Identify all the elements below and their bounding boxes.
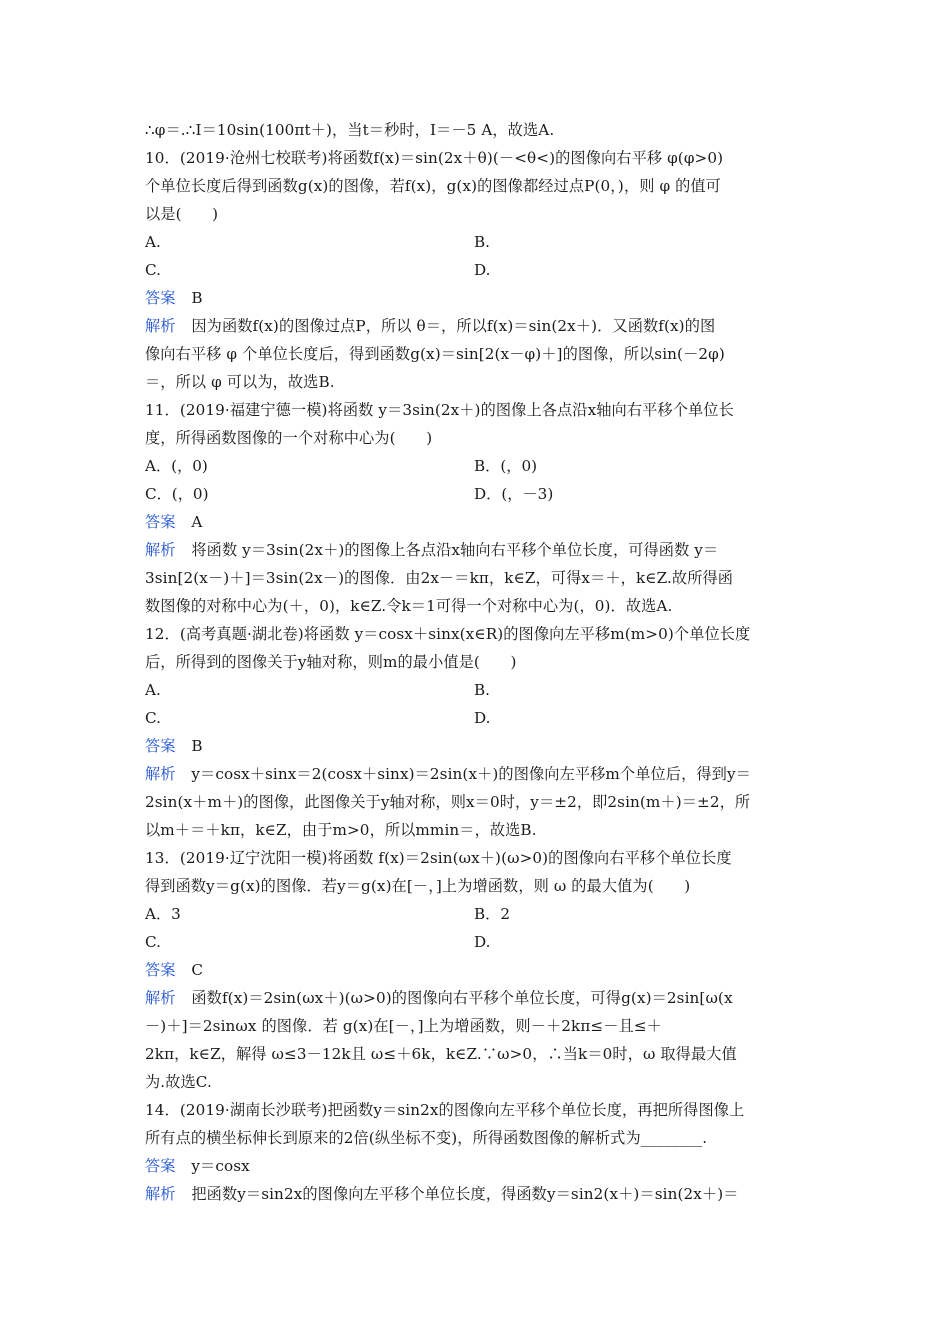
option-line: A．3 — [145, 905, 181, 923]
option-line: D. — [474, 261, 491, 279]
question-13-line: 13．(2019·辽宁沈阳一模)将函数 f(x)＝2sin(ωx＋)(ω>0)的图像向右平移个单位长度 — [145, 849, 732, 867]
text-line: 度，所得函数图像的一个对称中心为( ) — [145, 429, 433, 447]
option-line: B．2 — [474, 905, 511, 923]
option-line: C. — [145, 709, 161, 727]
text-line: 2kπ，k∈Z，解得 ω≤3－12k且 ω≤＋6k，k∈Z.∵ω>0，∴当k＝0时，ω 取得最大值 — [145, 1045, 737, 1063]
analysis-line: 解析 将函数 y＝3sin(2x＋)的图像上各点沿x轴向右平移个单位长度，可得函数 y＝ — [145, 541, 719, 559]
analysis-line: 解析 y＝cosx＋sinx＝2(cosx＋sinx)＝2sin(x＋)的图像向左平移m个单位后，得到y＝ — [145, 765, 751, 783]
text-line: 得到函数y＝g(x)的图像．若y＝g(x)在[－，]上为增函数，则 ω 的最大值为( ) — [145, 877, 691, 895]
text-line: 为.故选C. — [145, 1073, 212, 1091]
option-line: A. — [145, 233, 161, 251]
option-line: A. — [145, 681, 161, 699]
answer-line: 答案 B — [145, 737, 203, 755]
analysis-line: 解析 把函数y＝sin2x的图像向左平移个单位长度，得函数y＝sin2(x＋)＝sin(2x＋)＝ — [145, 1185, 739, 1203]
analysis-line: 解析 函数f(x)＝2sin(ωx＋)(ω>0)的图像向右平移个单位长度，可得g(x)＝2sin[ω(x — [145, 989, 733, 1007]
option-line: B. — [474, 233, 490, 251]
text-line: 2sin(x＋m＋)的图像，此图像关于y轴对称，则x＝0时，y＝±2，即2sin(m＋)＝±2，所 — [145, 793, 751, 811]
text-line: ∴φ＝.∴I＝10sin(100πt＋)，当t＝秒时，I＝－5 A，故选A. — [145, 121, 555, 139]
text-line: 所有点的横坐标伸长到原来的2倍(纵坐标不变)，所得函数图像的解析式为________. — [145, 1129, 708, 1147]
text-line: 以是( ) — [145, 205, 219, 223]
option-line: D．(，－3) — [474, 485, 554, 503]
answer-line: 答案 y＝cosx — [145, 1157, 250, 1175]
option-line: C. — [145, 261, 161, 279]
text-line: －)＋]＝2sinωx 的图像．若 g(x)在[－，]上为增函数，则－＋2kπ≤－且≤＋ — [145, 1017, 662, 1035]
question-14-line: 14．(2019·湖南长沙联考)把函数y＝sin2x的图像向左平移个单位长度，再把所得图像上 — [145, 1101, 745, 1119]
analysis-line: 解析 因为函数f(x)的图像过点P，所以 θ＝，所以f(x)＝sin(2x＋)．又函数f(x)的图 — [145, 317, 716, 335]
text-line: 以m＋＝＋kπ，k∈Z，由于m>0，所以mmin＝，故选B. — [145, 821, 537, 839]
option-line: C．(，0) — [145, 485, 209, 503]
option-line: B．(，0) — [474, 457, 538, 475]
text-line: 个单位长度后得到函数g(x)的图像，若f(x)，g(x)的图像都经过点P(0，)，则 φ 的值可 — [145, 177, 721, 195]
option-line: A．(，0) — [145, 457, 208, 475]
text-line: 数图像的对称中心为(＋，0)，k∈Z.令k＝1可得一个对称中心为(，0)．故选A. — [145, 597, 673, 615]
answer-line: 答案 B — [145, 289, 203, 307]
text-line: 像向右平移 φ 个单位长度后，得到函数g(x)＝sin[2(x－φ)＋]的图像，所以sin(－2φ) — [145, 345, 725, 363]
question-12-line: 12．(高考真题·湖北卷)将函数 y＝cosx＋sinx(x∈R)的图像向左平移m(m>0)个单位长度 — [145, 625, 751, 643]
question-11-line: 11．(2019·福建宁德一模)将函数 y＝3sin(2x＋)的图像上各点沿x轴向右平移个单位长 — [145, 401, 734, 419]
text-line: 3sin[2(x－)＋]＝3sin(2x－)的图像．由2x－＝kπ，k∈Z，可得x＝＋，k∈Z.故所得函 — [145, 569, 734, 587]
text-line: ＝，所以 φ 可以为，故选B. — [145, 373, 335, 391]
option-line: C. — [145, 933, 161, 951]
text-line: 后，所得到的图像关于y轴对称，则m的最小值是( ) — [145, 653, 517, 671]
answer-line: 答案 C — [145, 961, 204, 979]
answer-line: 答案 A — [145, 513, 203, 531]
option-line: D. — [474, 933, 491, 951]
question-10-line: 10．(2019·沧州七校联考)将函数f(x)＝sin(2x＋θ)(－<θ<)的图像向右平移 φ(φ>0) — [145, 149, 724, 167]
option-line: D. — [474, 709, 491, 727]
option-line: B. — [474, 681, 490, 699]
